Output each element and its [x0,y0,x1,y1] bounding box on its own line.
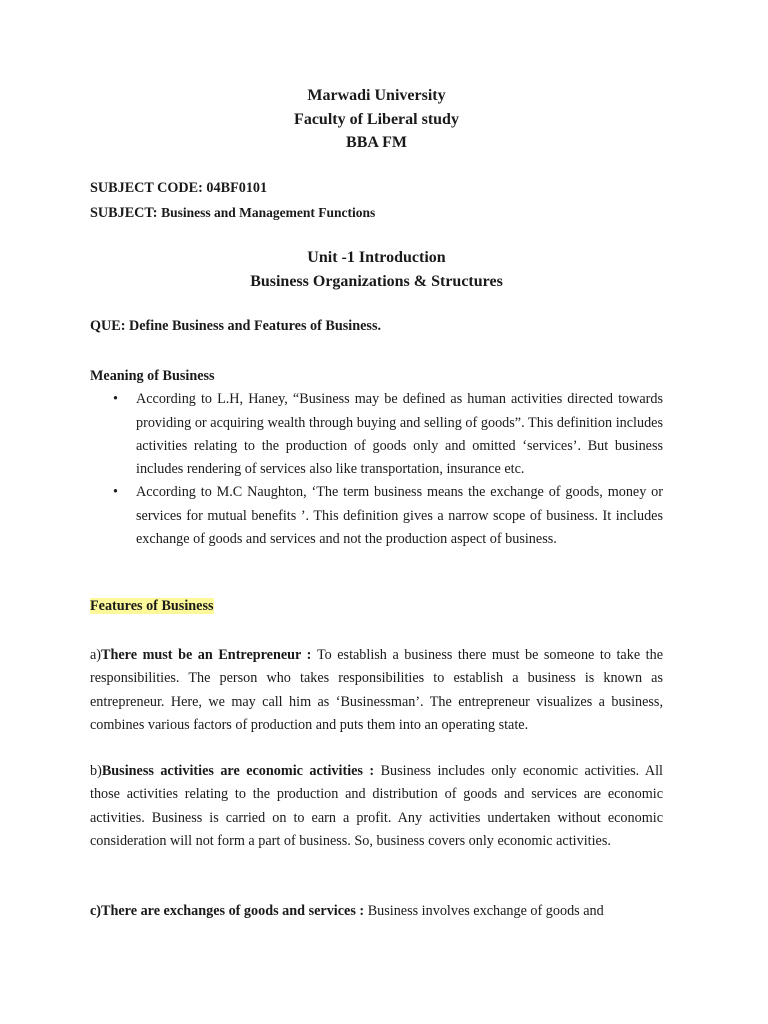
meaning-section [90,365,663,551]
feature-text: Business involves exchange of goods and [367,903,604,919]
program-name: BBA FM [346,134,407,151]
feature-text: Business includes only economic activities. All those activities relating to the production and distribution of goods and services are economic activities. Business is carried on to earn a profit. Any activities undertaken without economic consideration will not form a part of business. So, business covers only economic activities. [90,763,664,849]
subject-name: Business and Management Functions [161,204,376,220]
feature-paragraph [90,900,663,923]
highlighted-heading: Features of Business [90,598,214,614]
university-name: Marwadi University [307,87,446,104]
faculty-name: Faculty of Liberal study [294,110,459,128]
feature-heading: There are exchanges of goods and services : [101,903,368,919]
list-item: • According to M.C Naughton, ‘The term business means the exchange of goods, money or services for mutual benefits ’. This definition gives a narrow scope of business. It includes exchange of goods and services and not the production aspect of business. [90,481,663,551]
feature-prefix: a) [90,647,102,663]
subject-label: SUBJECT: [90,204,162,221]
feature-heading: There must be an Entrepreneur : [101,647,317,663]
features-title [90,598,663,615]
subject-info [90,177,663,225]
feature-heading: Business activities are economic activities : [101,763,381,779]
feature-text: To establish a business there must be someone to take the responsibilities. The person who takes responsibilities to establish a business is known as entrepreneur. Here, we may call him as ‘Businessman’. The entrepreneur visualizes a business, combines various factors of production and puts them into an operating state. [90,647,663,733]
question-heading: QUE: Define Business and Features of Business. [90,318,382,334]
feature-paragraph [90,644,663,737]
subject-code: SUBJECT CODE: 04BF0101 [90,180,268,196]
unit-subtitle: Business Organizations & Structures [250,273,503,290]
list-item: • According to L.H, Haney, “Business may be defined as human activities directed towards providing or acquiring wealth through buying and selling of goods”. This definition includes activities relating to the production of goods only and omitted ‘services’. But business includes rendering of services also like transportation, insurance etc. [90,388,663,481]
subject-line [90,201,663,226]
document-header [90,84,663,155]
meaning-list [90,388,663,551]
feature-prefix: c) [90,903,102,919]
unit-heading [90,246,663,294]
meaning-title: Meaning of Business [90,368,215,384]
feature-prefix: b) [90,763,102,779]
feature-paragraph [90,760,663,853]
unit-title: Unit -1 Introduction [307,249,446,266]
